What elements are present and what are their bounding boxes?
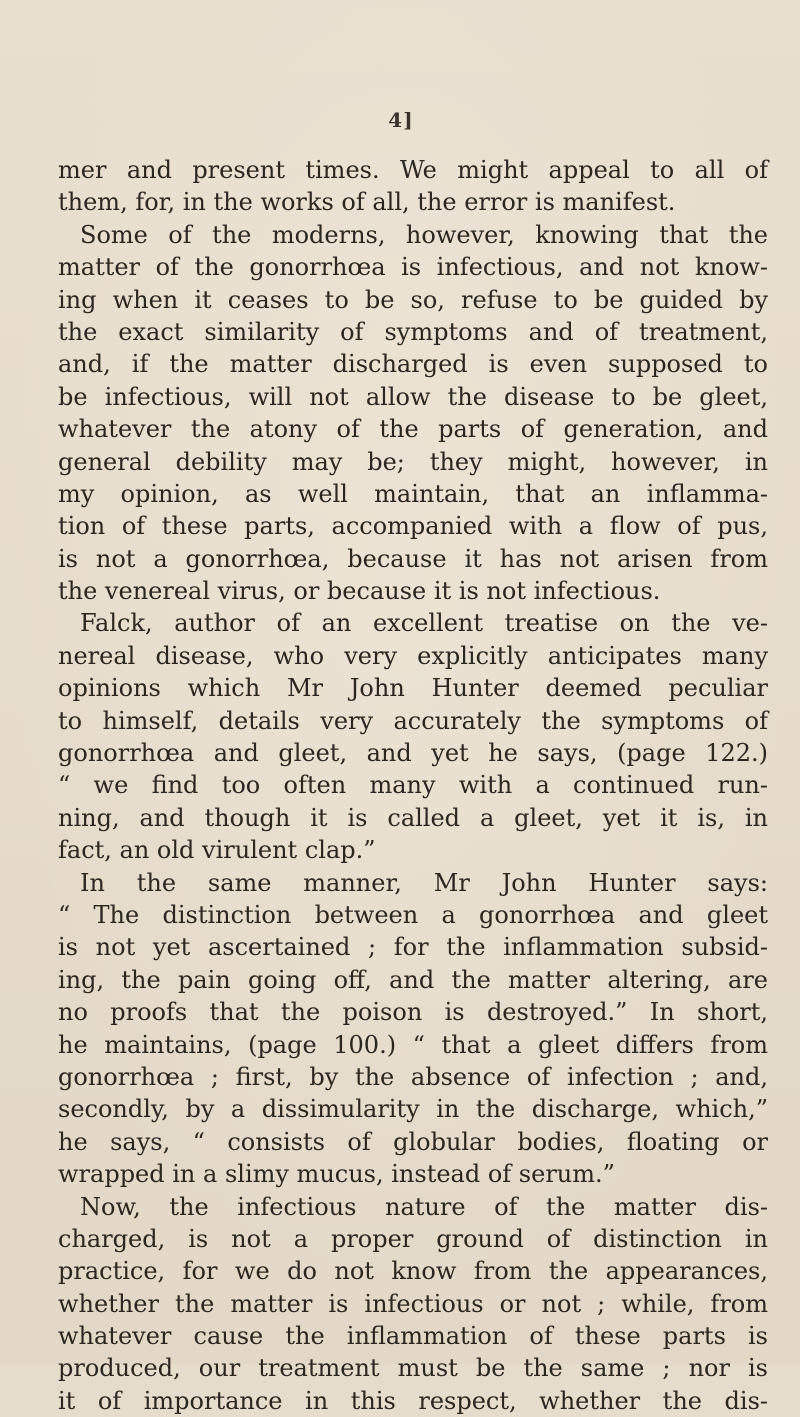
text-line: matter of the gonorrhœa is infectious, and not know- xyxy=(58,253,768,282)
page-number: 4] xyxy=(388,108,414,132)
text-line: them, for, in the works of all, the error is manifest. xyxy=(58,188,676,217)
text-line: my opinion, as well maintain, that an inflamma- xyxy=(58,479,768,508)
text-line: no proofs that the poison is destroyed.” In short, xyxy=(58,998,768,1027)
text-line: he maintains, (page 100.) “ that a gleet differs from xyxy=(58,1030,768,1059)
text-line: the exact similarity of symptoms and of treatment, xyxy=(58,317,768,346)
text-line: and, if the matter discharged is even supposed to xyxy=(58,350,768,379)
text-line: nereal disease, who very explicitly anticipates many xyxy=(58,641,768,670)
text-line: tion of these parts, accompanied with a flow of pus, xyxy=(58,512,768,541)
text-line: Some of the moderns, however, knowing that the xyxy=(80,220,768,249)
text-line: Now, the infectious nature of the matter dis- xyxy=(80,1192,768,1221)
text-line: Falck, author of an excellent treatise on the ve- xyxy=(80,609,768,638)
text-line: In the same manner, Mr John Hunter says: xyxy=(80,868,768,897)
text-line: produced, our treatment must be the same ; nor is xyxy=(58,1354,768,1383)
text-line: be infectious, will not allow the disease to be gleet, xyxy=(58,382,768,411)
text-line: practice, for we do not know from the appearances, xyxy=(58,1257,768,1286)
text-line: whatever cause the inflammation of these parts is xyxy=(58,1322,768,1351)
text-line: to himself, details very accurately the symptoms of xyxy=(58,706,768,735)
text-line: fact, an old virulent clap.” xyxy=(58,836,376,865)
text-line: whatever the atony of the parts of generation, and xyxy=(58,415,768,444)
text-line: is not a gonorrhœa, because it has not arisen from xyxy=(58,544,768,573)
text-line: wrapped in a slimy mucus, instead of serum.” xyxy=(58,1160,615,1189)
text-line: “ The distinction between a gonorrhœa and gleet xyxy=(58,900,768,929)
text-line: gonorrhœa ; first, by the absence of infection ; and, xyxy=(58,1062,768,1091)
text-line: ning, and though it is called a gleet, yet it is, in xyxy=(58,803,768,832)
text-line: whether the matter is infectious or not ; while, from xyxy=(58,1289,768,1318)
text-line: mer and present times. We might appeal to all of xyxy=(58,156,768,184)
text-line: ing, the pain going off, and the matter altering, are xyxy=(58,965,768,994)
text-line: he says, “ consists of globular bodies, floating or xyxy=(58,1127,768,1156)
body-text xyxy=(58,154,768,1417)
text-line: is not yet ascertained ; for the inflammation subsid- xyxy=(58,933,768,962)
text-line: opinions which Mr John Hunter deemed peculiar xyxy=(58,674,768,703)
text-line: gonorrhœa and gleet, and yet he says, (page 122.) xyxy=(58,739,768,768)
text-line: general debility may be; they might, however, in xyxy=(58,447,768,476)
text-line: secondly, by a dissimularity in the discharge, which,” xyxy=(58,1095,768,1124)
text-line: it of importance in this respect, whether the dis- xyxy=(58,1386,768,1415)
text-line: “ we find too often many with a continued run- xyxy=(58,771,768,800)
text-line: ing when it ceases to be so, refuse to be guided by xyxy=(58,285,768,314)
text-line: charged, is not a proper ground of distinction in xyxy=(58,1224,768,1253)
text-line: the venereal virus, or because it is not infectious. xyxy=(58,577,661,606)
